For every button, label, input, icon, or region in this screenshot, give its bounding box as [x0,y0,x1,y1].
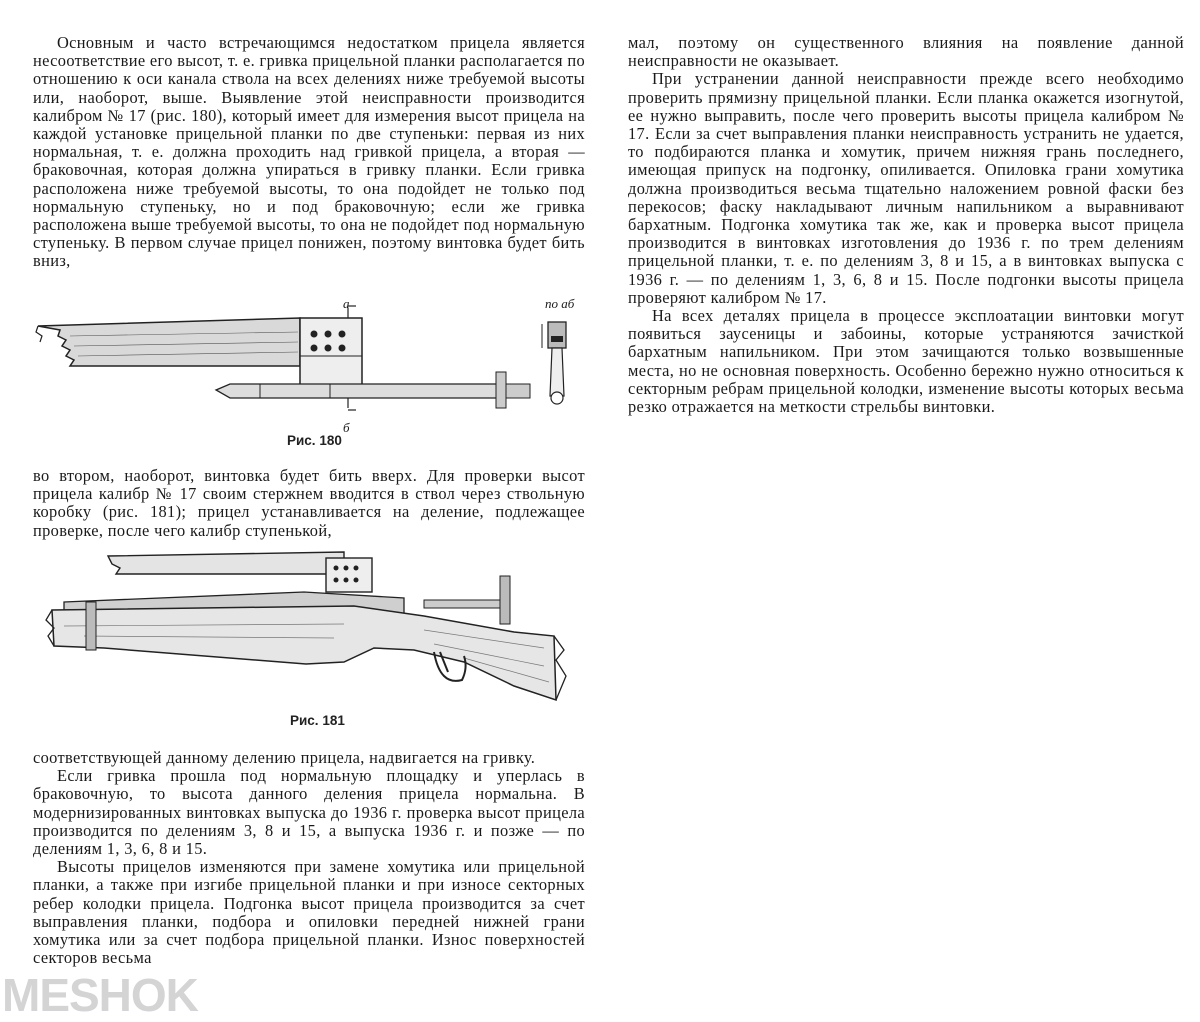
label-b: б [343,420,350,435]
paragraph-check-continued: во втором, наоборот, винтовка будет бить вверх. Для проверки высот прицела калибр № 17 своим стержнем вводится в ствол через ствольную коробку (рис. 181); прицел устанавливается на деление, подлежащее проверке, после чего калибр ступенькой, [33,466,585,540]
label-a: а [343,296,350,311]
paragraph-ridge-shift: соответствующей данному делению прицела, надвигается на гривку. [33,748,536,767]
paragraph-repair: При устранении данной неисправности прежде всего необходимо проверить прямизну прицельной планки. Если планка окажется изогнутой, ее нужно выправить, после чего проверить высоты прицела калибром № 17. Если за счет выправления планки неисправность устранить не удается, то подбираются планка и хомутик, причем нижняя грань последнего, имеющая припуск на подгонку, опиливается. Опиловка грани хомутика должна производиться весьма тщательно наложением ровной фаски без перекосов; фаску накладывают личным напильником а выравнивают бархатным. Подгонка хомутика так же, как и проверка высот прицела производится в винтовках изготовления до 1936 г. по трем делениям прицельной планки, т. е. по делениям 3, 8 и 15, а в винтовках выпуска с 1936 г. — по делениям 1, 3, 6, 8 и 15. После подгонки высоты прицела проверяют калибром № 17. [628,69,1184,307]
left-column-top [33,34,585,271]
figure-181-rifle-drawing [44,540,574,705]
right-column [628,34,1184,416]
watermark-logo: MESHOK [2,969,198,1021]
paragraph-wear-continued: мал, поэтому он существенного влияния на появление данной неисправности не оказывает. [628,33,1184,71]
left-column-bottom [33,749,585,967]
paragraph-intro: Основным и часто встречающимся недостатком прицела является несоответствие его высот, т. е. гривка прицельной планки располагается по отношению к оси канала ствола на всех делениях ниже требуемой высоты или, наоборот, выше. Выявление этой неисправности производится калибром № 17 (рис. 180), который имеет для измерения высот прицела на каждой установке прицельной планки по две ступеньки: первая из них нормальная, т. е. должна проходить над гривкой прицела, а вторая — браковочная, которая должна упираться в гривку планки. Если гривка расположена ниже требуемой высоты, то она подойдет не только под нормальную ступеньку, но и под браковочную; если же гривка расположена выше требуемой высоты, то она не подойдет под нормальную ступеньку. В первом случае прицел понижен, поэтому винтовка будет бить вниз, [33,33,585,271]
figure-180-caption: Рис. 180 [287,433,342,448]
figure-180-gauge-drawing [30,296,590,416]
paragraph-normal-height: Если гривка прошла под нормальную площадку и уперлась в браковочную, то высота данного деления прицела нормальна. В модернизированных винтовках выпуска до 1936 г. проверка высот прицела производится по делениям 3, 8 и 15, а выпуска 1936 г. и позже — по делениям 1, 3, 6, 8 и 15. [33,766,585,859]
left-column-middle [33,467,585,540]
paragraph-burrs: На всех деталях прицела в процессе эксплоатации винтовки могут появиться заусеницы и забоины, которые устраняются зачисткой бархатным напильником. При этом зачищаются только возвышенные места, но не основная поверхность. Особенно бережно нужно относиться к секторным ребрам прицельной колодки, изменение высоты которых весьма резко отражается на меткости стрельбы винтовки. [628,306,1184,417]
figure-181-caption: Рис. 181 [290,713,345,728]
label-section-ab: по аб [545,296,575,311]
paragraph-height-change: Высоты прицелов изменяются при замене хомутика или прицельной планки, а также при изгибе прицельной планки и при износе секторных ребер колодки прицела. Подгонка высот прицела производится за счет выправления планки, подбора и опиловки передней нижней грани хомутика или за счет подбора прицельной планки. Износ поверхностей секторов весьма [33,857,585,968]
